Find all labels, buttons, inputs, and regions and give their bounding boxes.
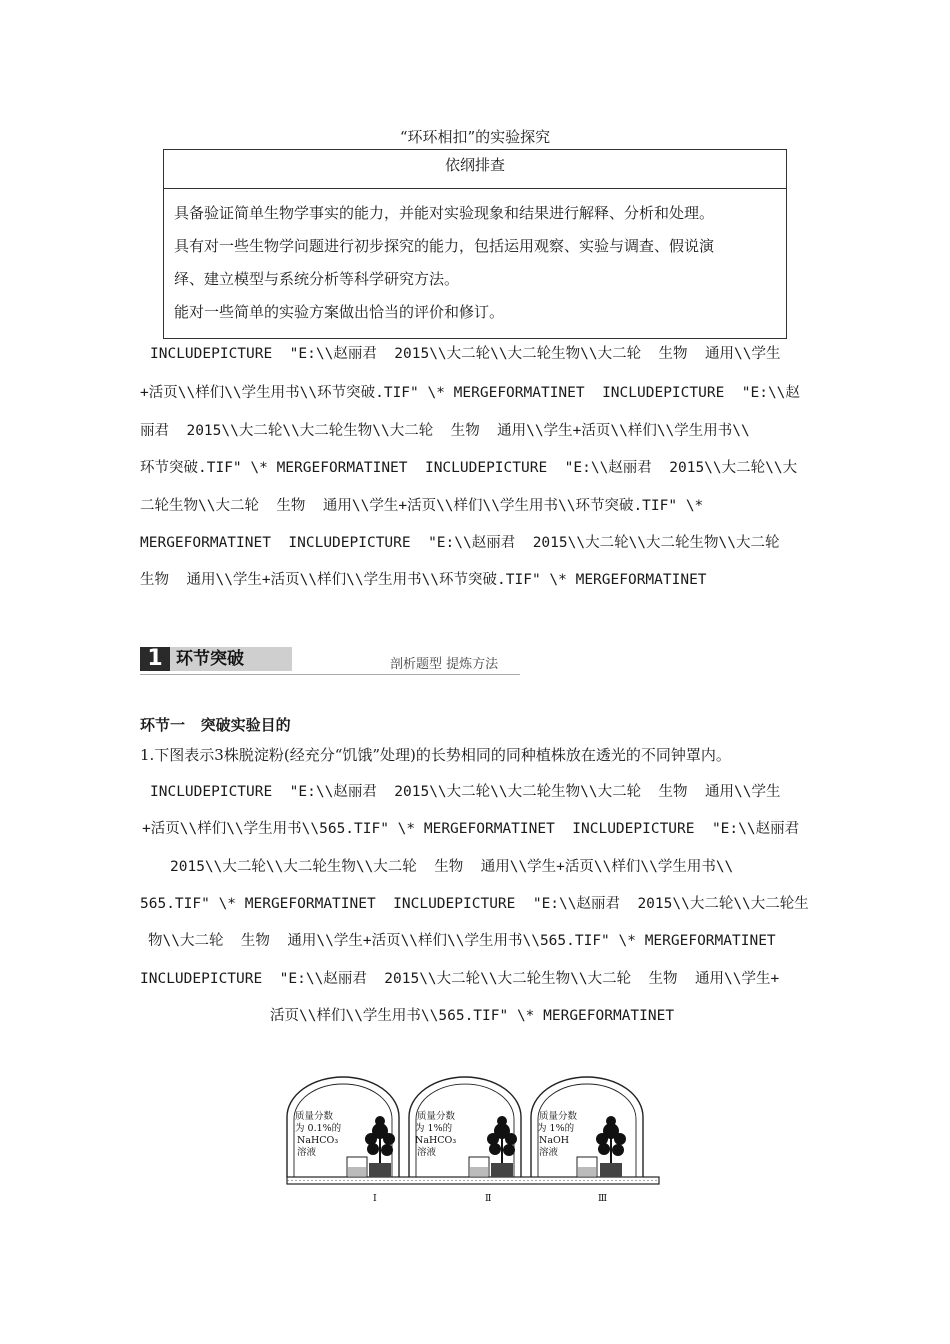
jar-label: 为 0.1%的 — [295, 1123, 342, 1134]
field-code-line: 环节突破.TIF" \* MERGEFORMATINET INCLUDEPICTURE "E:\\赵丽君 2015\\大二轮\\大 — [140, 460, 798, 476]
outline-box-body — [164, 189, 786, 329]
field-code-line: +活页\\样们\\学生用书\\565.TIF" \* MERGEFORMATINET INCLUDEPICTURE "E:\\赵丽君 — [142, 821, 800, 837]
section-number: 1 — [140, 647, 170, 671]
step-heading: 环节一 突破实验目的 — [140, 716, 291, 734]
field-code-line: 物\\大二轮 生物 通用\\学生+活页\\样们\\学生用书\\565.TIF" \* MERGEFORMATINET — [148, 933, 776, 949]
field-code-line: 生物 通用\\学生+活页\\样们\\学生用书\\环节突破.TIF" \* MERGEFORMATINET — [140, 572, 707, 588]
jar-numeral: Ⅰ — [373, 1193, 377, 1204]
jar-numeral: Ⅲ — [598, 1193, 608, 1204]
jar-label: 溶液 — [297, 1147, 317, 1158]
jar-label: 为 1%的 — [537, 1123, 575, 1134]
bell-jar-1 — [287, 1077, 399, 1204]
section-banner — [140, 647, 520, 675]
field-code-line: 二轮生物\\大二轮 生物 通用\\学生+活页\\样们\\学生用书\\环节突破.TIF" \* — [140, 498, 704, 514]
page-title: “环环相扣”的实验探究 — [399, 128, 551, 146]
outline-box-header: 依纲排查 — [164, 150, 786, 189]
outline-item: 具备验证简单生物学事实的能力，并能对实验现象和结果进行解释、分析和处理。 — [174, 204, 715, 222]
jar-label: 为 1%的 — [415, 1123, 453, 1134]
jar-label: NaHCO₃ — [415, 1135, 457, 1146]
question-text: 1.下图表示3株脱淀粉(经充分“饥饿”处理)的长势相同的同种植株放在透光的不同钟罩内。 — [140, 746, 731, 764]
field-code-line: 565.TIF" \* MERGEFORMATINET INCLUDEPICTURE "E:\\赵丽君 2015\\大二轮\\大二轮生 — [140, 896, 809, 912]
jar-label: 溶液 — [417, 1147, 437, 1158]
outline-item: 能对一些简单的实验方案做出恰当的评价和修订。 — [174, 303, 505, 321]
jar-label: NaOH — [539, 1135, 570, 1146]
field-code-line: 活页\\样们\\学生用书\\565.TIF" \* MERGEFORMATINET — [270, 1008, 675, 1024]
jar-label: NaHCO₃ — [297, 1135, 339, 1146]
jar-label: 质量分数 — [539, 1111, 578, 1122]
jar-label: 质量分数 — [295, 1111, 334, 1122]
bell-jar-figure — [285, 1075, 665, 1205]
field-code-line: INCLUDEPICTURE "E:\\赵丽君 2015\\大二轮\\大二轮生物\\大二轮 生物 通用\\学生 — [150, 346, 781, 362]
field-code-line: 丽君 2015\\大二轮\\大二轮生物\\大二轮 生物 通用\\学生+活页\\样们\\学生用书\\ — [140, 423, 750, 439]
outline-item: 绎、建立模型与系统分析等科学研究方法。 — [174, 270, 460, 288]
bell-jar-2 — [409, 1077, 521, 1204]
field-code-line: INCLUDEPICTURE "E:\\赵丽君 2015\\大二轮\\大二轮生物\\大二轮 生物 通用\\学生 — [150, 784, 781, 800]
field-code-line: 2015\\大二轮\\大二轮生物\\大二轮 生物 通用\\学生+活页\\样们\\学生用书\\ — [170, 859, 734, 875]
jar-label: 溶液 — [539, 1147, 559, 1158]
field-code-line: INCLUDEPICTURE "E:\\赵丽君 2015\\大二轮\\大二轮生物\\大二轮 生物 通用\\学生+ — [140, 971, 780, 987]
section-label: 环节突破 — [170, 647, 292, 671]
field-code-line: MERGEFORMATINET INCLUDEPICTURE "E:\\赵丽君 2015\\大二轮\\大二轮生物\\大二轮 — [140, 535, 780, 551]
jar-numeral: Ⅱ — [485, 1193, 492, 1204]
field-code-line: +活页\\样们\\学生用书\\环节突破.TIF" \* MERGEFORMATINET INCLUDEPICTURE "E:\\赵 — [140, 385, 800, 401]
outline-box — [163, 149, 787, 339]
jar-label: 质量分数 — [417, 1111, 456, 1122]
bell-jar-3 — [531, 1077, 643, 1204]
outline-item: 具有对一些生物学问题进行初步探究的能力，包括运用观察、实验与调查、假说演 — [174, 237, 715, 255]
section-subtitle: 剖析题型 提炼方法 — [390, 657, 499, 672]
